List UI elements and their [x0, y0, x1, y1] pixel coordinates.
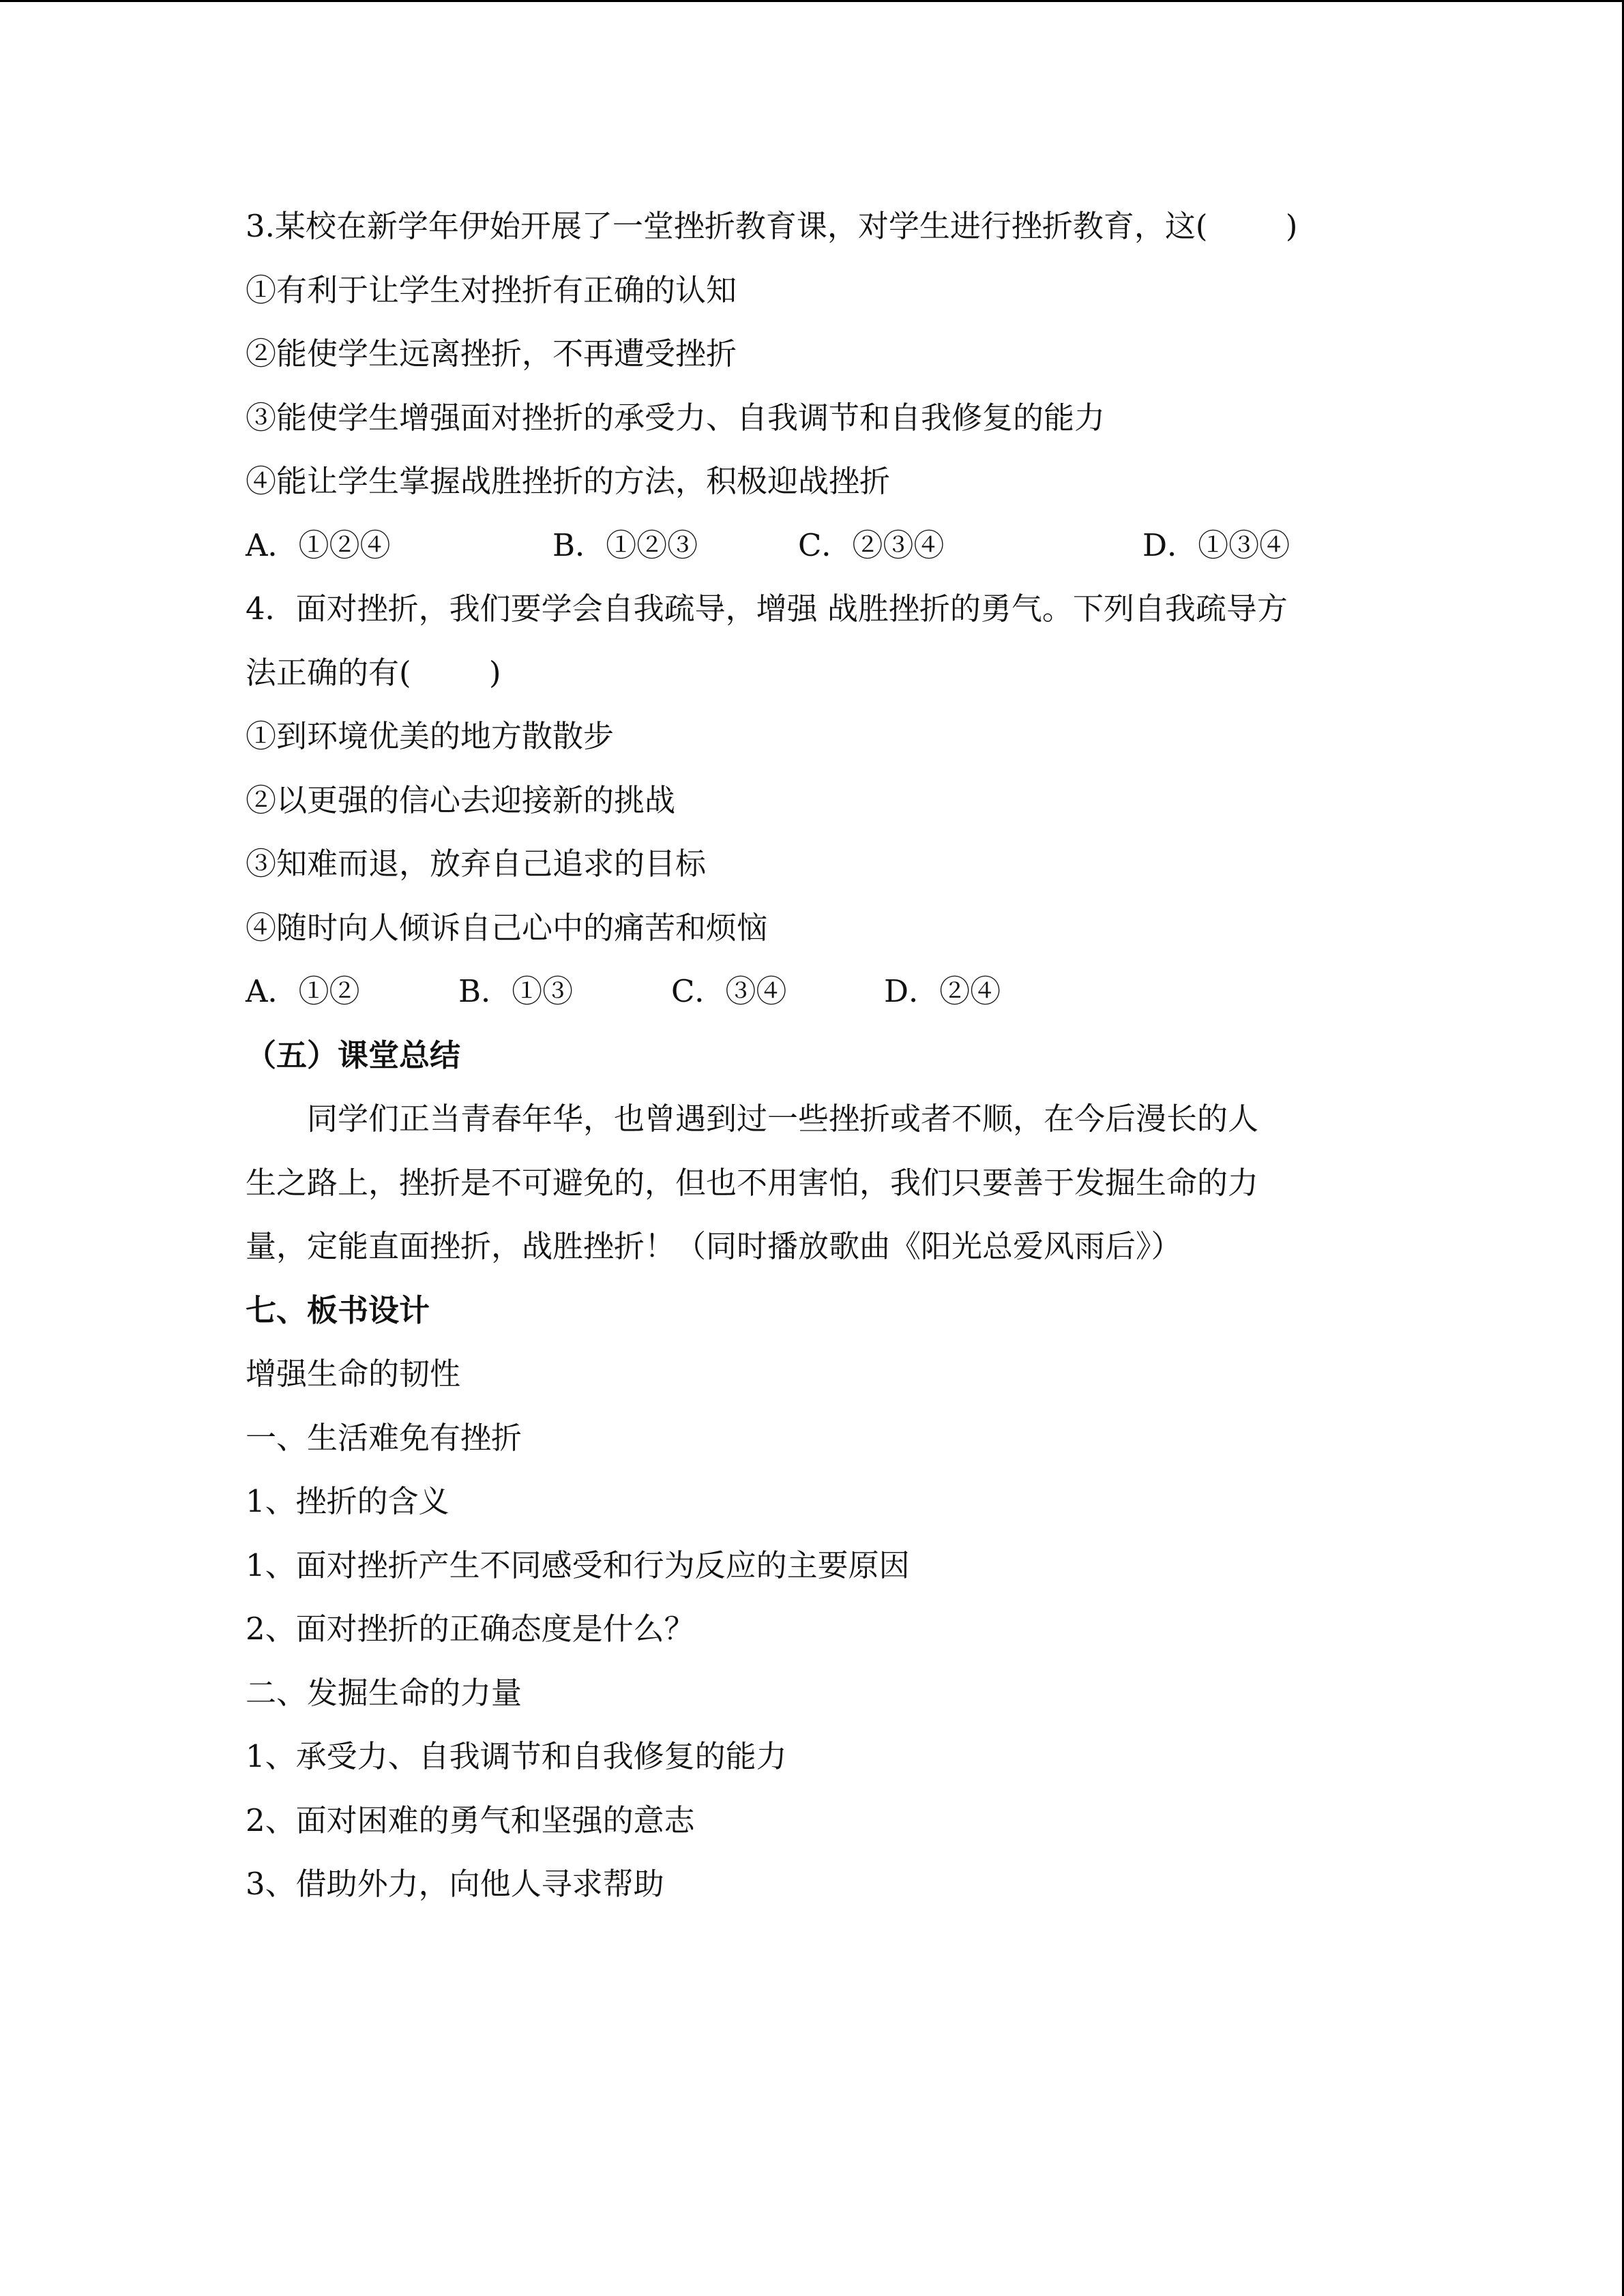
question-3-option-c: C．②③④: [798, 526, 945, 563]
document-page: [246, 194, 1405, 1916]
question-3-options: [246, 513, 1405, 578]
board-line-section-1: 一、生活难免有挫折: [246, 1419, 522, 1456]
question-3-stem: 3.某校在新学年伊始开展了一堂挫折教育课，对学生进行挫折教育，这( ): [246, 208, 1298, 244]
board-line-1-1: 1、挫折的含义: [246, 1483, 449, 1519]
board-line-2-2: 2、面对困难的勇气和坚强的意志: [246, 1802, 695, 1838]
question-4-item-2: ②以更强的信心去迎接新的挑战: [246, 781, 676, 818]
question-4-stem-line-1: 4．面对挫折，我们要学会自我疏导，增强 战胜挫折的勇气。下列自我疏导方: [246, 591, 1288, 627]
board-line-2-3: 3、借助外力，向他人寻求帮助: [246, 1866, 664, 1902]
board-line-1-3: 2、面对挫折的正确态度是什么？: [246, 1611, 695, 1647]
board-design-heading: 七、板书设计: [246, 1292, 430, 1328]
summary-paragraph-line-3: 量，定能直面挫折，战胜挫折！（同时播放歌曲《阳光总爱风雨后》）: [246, 1228, 1182, 1264]
board-line-1-2: 1、面对挫折产生不同感受和行为反应的主要原因: [246, 1547, 910, 1583]
question-4-item-3: ③知难而退，放弃自己追求的目标: [246, 846, 707, 882]
question-3-item-4: ④能让学生掌握战胜挫折的方法，积极迎战挫折: [246, 463, 891, 499]
question-4-item-4: ④随时向人倾诉自己心中的痛苦和烦恼: [246, 909, 768, 946]
board-line-2-1: 1、承受力、自我调节和自我修复的能力: [246, 1738, 787, 1774]
question-4-option-c: C．③④: [671, 973, 787, 1009]
question-3-item-1: ①有利于让学生对挫折有正确的认知: [246, 271, 737, 308]
question-3-option-a: A．①②④: [246, 526, 391, 563]
question-3-item-2: ②能使学生远离挫折，不再遭受挫折: [246, 336, 737, 372]
question-4-stem-line-2: 法正确的有( ): [246, 654, 501, 691]
summary-paragraph-line-2: 生之路上，挫折是不可避免的，但也不用害怕，我们只要善于发掘生命的力: [246, 1164, 1259, 1201]
question-4-option-a: A．①②: [246, 973, 360, 1009]
board-line-title: 增强生命的韧性: [246, 1356, 461, 1392]
page-top-border: [0, 0, 1624, 2]
question-4-option-d: D．②④: [884, 973, 1001, 1009]
summary-heading: （五）课堂总结: [246, 1037, 461, 1073]
question-3-item-3: ③能使学生增强面对挫折的承受力、自我调节和自我修复的能力: [246, 399, 1106, 436]
question-4-item-1: ①到环境优美的地方散散步: [246, 718, 615, 754]
question-4-options: [246, 959, 1405, 1024]
question-4-option-b: B．①③: [458, 973, 574, 1009]
question-3-option-d: D．①③④: [1142, 526, 1290, 563]
question-3-option-b: B．①②③: [552, 526, 698, 563]
summary-paragraph-line-1: 同学们正当青春年华，也曾遇到过一些挫折或者不顺，在今后漫长的人: [307, 1101, 1259, 1137]
board-line-section-2: 二、发掘生命的力量: [246, 1674, 522, 1711]
